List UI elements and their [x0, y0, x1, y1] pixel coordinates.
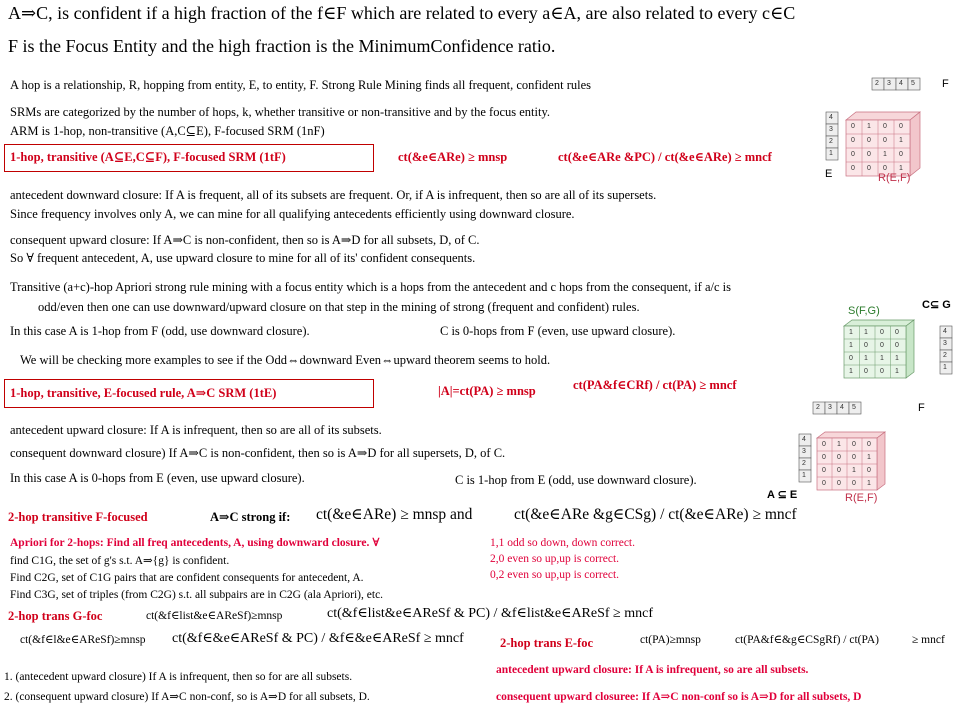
sec3-note-3: 0,2 even so up,up is correct. — [490, 569, 620, 581]
s-cell: 0 — [849, 355, 853, 362]
r-top-cell: 0 — [851, 137, 855, 144]
sec3-apriori-1: Apriori for 2-hops: Find all freq antecedents, A, using downward closure. ∀ — [10, 537, 380, 549]
r-top-cell: 1 — [899, 165, 903, 172]
r-top-col-2: 4 — [899, 80, 903, 87]
sec2-cdc: consequent downward closure) If A⇒C is non-confident, then so is A⇒D for all supersets, D, of C. — [10, 446, 506, 460]
s-row-0: 4 — [943, 328, 947, 335]
sec2-auc: antecedent upward closure: If A is infrequent, then so are all of its subsets. — [10, 423, 382, 437]
r-bot-col-0: 2 — [816, 404, 820, 411]
figure-r-top — [820, 76, 960, 186]
sec1-confidence: ct(&e∈ARe &PC) / ct(&e∈ARe) ≥ mncf — [558, 150, 772, 164]
r-top-cell: 0 — [867, 137, 871, 144]
s-cell: 0 — [880, 342, 884, 349]
sec1-title: 1-hop, transitive (A⊆E,C⊆F), F-focused SRM (1tF) — [10, 150, 286, 164]
r-bot-cell: 0 — [822, 467, 826, 474]
s-cell: 0 — [880, 329, 884, 336]
r-top-cell: 0 — [899, 151, 903, 158]
r-top-cell: 0 — [883, 123, 887, 130]
r-bot-cell: 0 — [867, 441, 871, 448]
sec3-note-1: 1,1 odd so down, down correct. — [490, 537, 636, 549]
s-cell: 0 — [864, 342, 868, 349]
sec4-g-title: 2-hop trans G-foc — [8, 609, 103, 623]
header-line-1: A⇒C, is confident if a high fraction of the f∈F which are related to every a∈A, are also related to every c∈C — [8, 3, 796, 23]
r-top-col-0: 2 — [875, 80, 879, 87]
r-bot-label-f: F — [918, 402, 925, 414]
s-cell: 0 — [895, 329, 899, 336]
srm-categories: SRMs are categorized by the number of hops, k, whether transitive or non-transitive and by the focus entity. — [10, 105, 551, 119]
sec1-case-c: C is 0-hops from F (even, use upward closure). — [440, 324, 676, 338]
sec3-apriori-3: Find C2G, set of C1G pairs that are confident consequents for antecedent, A. — [10, 572, 364, 584]
sec1-case-a: In this case A is 1-hop from F (odd, use downward closure). — [10, 324, 310, 338]
s-cell: 1 — [849, 368, 853, 375]
sec3-title: 2-hop transitive F-focused — [8, 510, 148, 524]
r-bot-row-1: 3 — [802, 448, 806, 455]
arm-definition: ARM is 1-hop, non-transitive (A,C⊆E), F-focused SRM (1nF) — [10, 124, 325, 138]
r-top-cell: 0 — [851, 123, 855, 130]
sec4-g-confidence: ct(&f∈list&e∈AReSf & PC) / &f∈list&e∈AReSf ≥ mncf — [327, 606, 653, 621]
r-bot-col-3: 5 — [852, 404, 856, 411]
sec2-case-a: In this case A is 0-hops from E (even, use upward closure). — [10, 471, 305, 485]
sec2-confidence: ct(PA&f∈CRf) / ct(PA) ≥ mncf — [573, 378, 737, 392]
r-bot-cell: 0 — [837, 454, 841, 461]
r-bot-row-0: 4 — [802, 436, 806, 443]
r-bot-cell: 1 — [867, 480, 871, 487]
s-cell: 0 — [864, 368, 868, 375]
r-top-label-f: F — [942, 78, 949, 90]
s-cell: 1 — [849, 342, 853, 349]
sec1-cuc-2: So ∀ frequent antecedent, A, use upward closure to mine for all of its' confident consequents. — [10, 251, 476, 265]
sec3-confidence: ct(&e∈ARe &g∈CSg) / ct(&e∈ARe) ≥ mncf — [514, 506, 797, 523]
figure-r-top-svg — [820, 76, 960, 186]
r-bot-cell: 0 — [852, 441, 856, 448]
sec4-f-confidence: ct(&f∈&e∈AReSf & PC) / &f∈&e∈AReSf ≥ mncf — [172, 631, 464, 646]
r-top-cell: 0 — [867, 165, 871, 172]
sec3-apriori-2: find C1G, the set of g's s.t. A⇒{g} is confident. — [10, 555, 230, 567]
r-bot-cell: 1 — [837, 441, 841, 448]
r-top-label-r: R(E,F) — [878, 172, 911, 184]
r-top-cell: 1 — [899, 137, 903, 144]
sec1-cuc-1: consequent upward closure: If A⇒C is non-confident, then so is A⇒D for all subsets, D, of C. — [10, 233, 480, 247]
r-top-label-e: E — [825, 168, 833, 180]
sec2-case-c: C is 1-hop from E (odd, use downward closure). — [455, 473, 697, 487]
s-cell: 1 — [864, 329, 868, 336]
s-cell: 0 — [895, 342, 899, 349]
sec3-note-2: 2,0 even so up,up is correct. — [490, 553, 620, 565]
s-cell: 1 — [849, 329, 853, 336]
r-bot-row-2: 2 — [802, 460, 806, 467]
r-bot-cell: 0 — [837, 480, 841, 487]
r-top-cell: 0 — [851, 165, 855, 172]
s-row-1: 3 — [943, 340, 947, 347]
s-cell: 1 — [864, 355, 868, 362]
r-bot-cell: 1 — [867, 454, 871, 461]
r-bot-col-1: 3 — [828, 404, 832, 411]
r-top-cell: 1 — [867, 123, 871, 130]
sec2-title: 1-hop, transitive, E-focused rule, A⇒C SRM (1tE) — [10, 386, 277, 400]
r-top-cell: 0 — [883, 137, 887, 144]
r-bot-label-ae: A ⊆ E — [767, 489, 798, 501]
r-bot-label-r: R(E,F) — [845, 492, 878, 504]
sec3-support: ct(&e∈ARe) ≥ mnsp and — [316, 506, 473, 523]
sec1-transitive-2: odd/even then one can use downward/upward closure on that step in the mining of strong (frequent and confident) rules. — [38, 300, 640, 314]
r-top-cell: 0 — [867, 151, 871, 158]
r-bot-row-3: 1 — [802, 472, 806, 479]
r-bot-cell: 0 — [852, 480, 856, 487]
sec4-g-support: ct(&f∈list&e∈AReSf)≥mnsp — [146, 610, 283, 622]
s-cell: 0 — [880, 368, 884, 375]
s-label-cg: C⊆ G — [922, 299, 951, 311]
r-top-cell: 0 — [899, 123, 903, 130]
r-top-row-3: 1 — [829, 150, 833, 157]
sec4-list-2: 2. (consequent upward closure) If A⇒C non-conf, so is A⇒D for all subsets, D. — [4, 691, 370, 703]
r-top-cell: 1 — [883, 151, 887, 158]
hop-definition: A hop is a relationship, R, hopping from entity, E, to entity, F. Strong Rule Mining finds all frequent, confident rules — [10, 78, 591, 92]
sec4-e-confidence: ct(PA&f∈&g∈CSgRf) / ct(PA) — [735, 634, 879, 646]
sec1-theorem: We will be checking more examples to see if the Odd⇔downward Even⇔upward theorem seems to hold. — [20, 353, 551, 367]
sec1-support: ct(&e∈ARe) ≥ mnsp — [398, 150, 508, 164]
figure-s — [838, 296, 960, 386]
sec4-list-1: 1. (antecedent upward closure) If A is infrequent, then so for are all subsets. — [4, 671, 353, 683]
r-top-cell: 0 — [851, 151, 855, 158]
sec3-apriori-4: Find C3G, set of triples (from C2G) s.t. all subpairs are in C2G (ala Apriori), etc. — [10, 589, 384, 601]
s-row-3: 1 — [943, 364, 947, 371]
sec4-e-confidence-tail: ≥ mncf — [912, 634, 945, 646]
sec2-support: |A|=ct(PA) ≥ mnsp — [438, 384, 536, 398]
r-top-row-0: 4 — [829, 114, 833, 121]
s-cell: 1 — [895, 368, 899, 375]
r-bot-cell: 1 — [852, 467, 856, 474]
r-top-col-3: 5 — [911, 80, 915, 87]
sec4-f-support: ct(&f∈l&e∈AReSf)≥mnsp — [20, 634, 146, 646]
r-top-row-1: 3 — [829, 126, 833, 133]
r-top-col-1: 3 — [887, 80, 891, 87]
s-row-2: 2 — [943, 352, 947, 359]
figure-r-bottom — [765, 398, 960, 506]
r-bot-cell: 0 — [852, 454, 856, 461]
sec4-e-title: 2-hop trans E-foc — [500, 636, 594, 650]
sec4-e-auc: antecedent upward closure: If A is infrequent, so are all subsets. — [496, 664, 809, 676]
r-bot-cell: 0 — [867, 467, 871, 474]
header-line-2: F is the Focus Entity and the high fraction is the MinimumConfidence ratio. — [8, 36, 556, 56]
r-top-cell: 0 — [883, 165, 887, 172]
r-bot-cell: 0 — [822, 441, 826, 448]
sec3-strong-if: A⇒C strong if: — [210, 510, 291, 524]
r-bot-cell: 0 — [822, 454, 826, 461]
r-bot-col-2: 4 — [840, 404, 844, 411]
s-cell: 1 — [895, 355, 899, 362]
sec4-e-cdc: consequent upward closuree: If A⇒C non-conf so is A⇒D for all subsets, D — [496, 691, 862, 703]
sec1-adc-2: Since frequency involves only A, we can mine for all qualifying antecedents efficiently using downward closure. — [10, 207, 575, 221]
r-bot-cell: 0 — [837, 467, 841, 474]
r-bot-cell: 0 — [822, 480, 826, 487]
s-label: S(F,G) — [848, 305, 880, 317]
sec1-adc-1: antecedent downward closure: If A is frequent, all of its subsets are frequent. Or, if A is infrequent, then so are all of its supersets. — [10, 188, 657, 202]
r-top-row-2: 2 — [829, 138, 833, 145]
sec1-transitive-1: Transitive (a+c)-hop Apriori strong rule mining with a focus entity which is a hops from the antecedent and c hops from the consequent, if a/c is — [10, 280, 732, 294]
sec4-e-support: ct(PA)≥mnsp — [640, 634, 701, 646]
s-cell: 1 — [880, 355, 884, 362]
